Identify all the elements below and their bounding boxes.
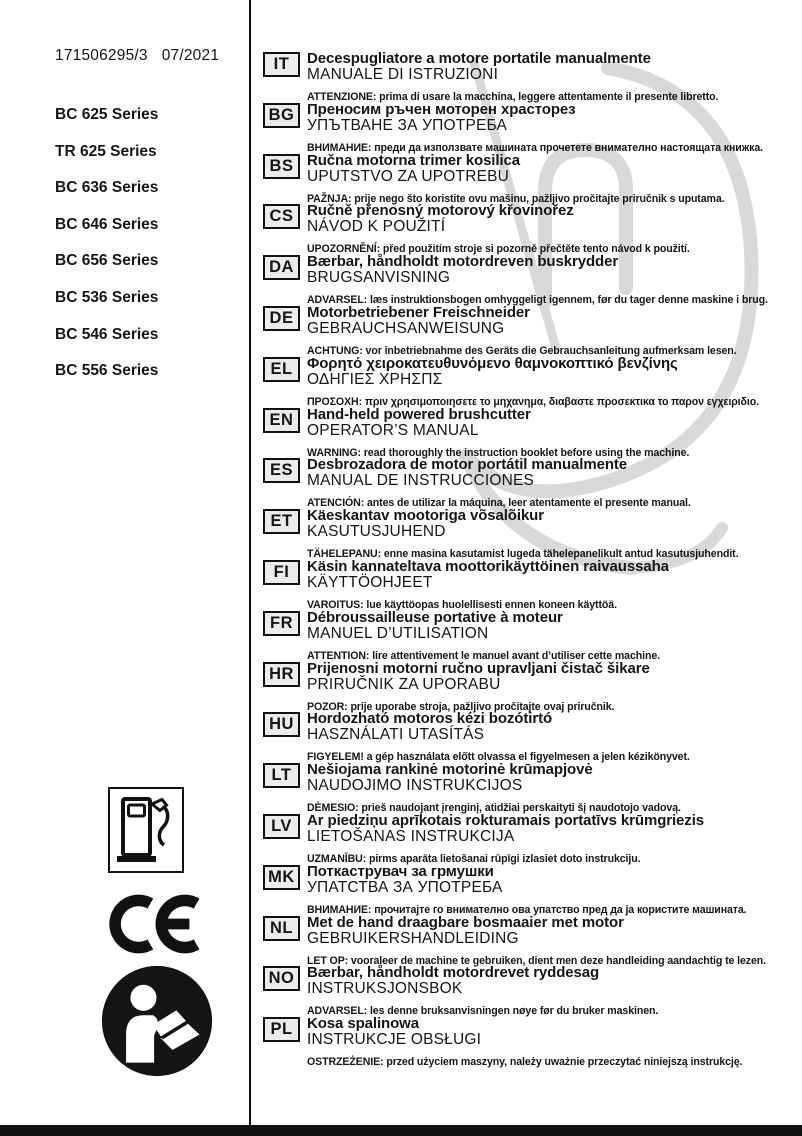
language-code-badge: DA bbox=[263, 255, 300, 280]
product-title: Φορητό χειροκατευθυνόμενο θαμνοκοπτικό βενζίνης bbox=[307, 354, 678, 372]
warning-line: ACHTUNG: vor inbetriebnahme des Geräts die Gebrauchsanleitung aufmerksam lesen. bbox=[307, 344, 737, 357]
language-entry bbox=[263, 559, 798, 610]
warning-line: DĖMESIO: prieš naudojant įrenginį, atidžiai perskaityti šį naudotojo vadovą. bbox=[307, 802, 681, 815]
product-title: Hordozható motoros kézi bozótirtó bbox=[307, 710, 553, 728]
warning-line: TÄHELEPANU: enne masina kasutamist lugeda tähelepanelikult antud kasutusjuhendit. bbox=[307, 548, 739, 561]
language-entry bbox=[263, 305, 798, 356]
product-title: Bærbar, håndholdt motordreven buskrydder bbox=[307, 253, 619, 271]
warning-line: ВНИМАНИЕ: прочитајте го внимателно ова упатство пред да ја користите машината. bbox=[307, 903, 747, 916]
warning-line: ADVARSEL: læs instruktionsbogen omhyggeligt igennem, før du tager denne maskine i brug. bbox=[307, 294, 768, 307]
language-entry bbox=[263, 762, 798, 813]
language-entry bbox=[263, 254, 798, 305]
product-title: Hand-held powered brushcutter bbox=[307, 405, 531, 423]
language-entry bbox=[263, 711, 798, 762]
language-entry bbox=[263, 661, 798, 712]
language-code-badge: CS bbox=[263, 204, 300, 229]
manual-title: GEBRAUCHSANWEISUNG bbox=[307, 319, 505, 337]
language-code-badge: IT bbox=[263, 52, 300, 77]
product-title: Käsin kannateltava moottorikäyttöinen raivaussaha bbox=[307, 557, 669, 575]
language-code-badge: LT bbox=[263, 763, 300, 788]
manual-title: УПАТСТВА ЗА УПОТРЕБА bbox=[307, 878, 503, 896]
language-entry bbox=[263, 813, 798, 864]
warning-line: WARNING: read thoroughly the instruction booklet before using the machine. bbox=[307, 446, 690, 459]
manual-title: MANUALE DI ISTRUZIONI bbox=[307, 66, 499, 83]
manual-title: BRUGSANVISNING bbox=[307, 269, 451, 287]
language-entry bbox=[263, 153, 798, 204]
language-code-badge: BS bbox=[263, 154, 300, 179]
product-title: Nešiojama rankinė motorinė krūmapjovė bbox=[307, 761, 593, 779]
manual-title: NAUDOJIMO INSTRUKCIJOS bbox=[307, 777, 523, 795]
manual-title: OPERATOR’S MANUAL bbox=[307, 421, 479, 439]
language-code-badge: MK bbox=[263, 865, 300, 890]
manual-title: KÄYTTÖOHJEET bbox=[307, 573, 433, 591]
manual-title: KASUTUSJUHEND bbox=[307, 523, 446, 541]
language-entry bbox=[263, 915, 798, 966]
warning-line: ΠΡΟΣΟΧΗ: πριν χρησιμοποιησετε το μηχανημα, διαβαστε προσεκτικα το παρον εγχειριδιο. bbox=[307, 395, 759, 408]
product-title: Bærbar, håndholdt motordrevet ryddesag bbox=[307, 964, 600, 982]
language-list bbox=[263, 51, 798, 1067]
language-entry bbox=[263, 965, 798, 1016]
warning-line: ATTENZIONE: prima di usare la macchina, leggere attentamente il presente libretto. bbox=[307, 91, 719, 103]
product-title: Kosa spalinowa bbox=[307, 1015, 419, 1033]
language-code-badge: LV bbox=[263, 814, 300, 839]
series-name: BC 536 Series bbox=[55, 288, 159, 306]
manual-title: INSTRUKSJONSBOK bbox=[307, 980, 463, 998]
warning-line: UPOZORNĚNÍ: před použitím stroje si pozorně přečtěte tento návod k použití. bbox=[307, 243, 690, 256]
warning-line: ATENCIÓN: antes de utilizar la máquina, leer atentamente el presente manual. bbox=[307, 497, 691, 510]
manual-title: INSTRUKCJE OBSŁUGI bbox=[307, 1031, 482, 1049]
series-name: BC 656 Series bbox=[55, 252, 159, 270]
language-entry bbox=[263, 610, 798, 661]
product-title: Ručna motorna trimer kosilica bbox=[307, 151, 520, 169]
ce-mark-icon bbox=[104, 892, 202, 961]
warning-line: POZOR: prije uporabe stroja, pažljivo pročitajte ovaj priručnik. bbox=[307, 700, 615, 713]
warning-line: OSTRZEŻENIE: przed użyciem maszyny, należy uważnie przeczytać niniejszą instrukcję. bbox=[307, 1056, 743, 1069]
language-code-badge: BG bbox=[263, 103, 300, 128]
product-title: Преносим ръчен моторен храсторез bbox=[307, 100, 576, 118]
document-number bbox=[55, 47, 233, 65]
warning-line: ADVARSEL: les denne bruksanvisningen nøye før du bruker maskinen. bbox=[307, 1005, 659, 1018]
product-title: Desbrozadora de motor portátil manualmente bbox=[307, 456, 628, 474]
language-entry bbox=[263, 457, 798, 508]
manual-title: UPUTSTVO ZA UPOTREBU bbox=[307, 167, 510, 185]
warning-line: LET OP: vooraleer de machine te gebruiken, dient men deze handleiding aandachtig te lezen. bbox=[307, 954, 766, 967]
manual-title: GEBRUIKERSHANDLEIDING bbox=[307, 929, 519, 947]
language-code-badge: FI bbox=[263, 560, 300, 585]
language-code-badge: HR bbox=[263, 662, 300, 687]
language-code-badge: DE bbox=[263, 306, 300, 331]
series-name: BC 646 Series bbox=[55, 215, 159, 233]
manual-title: УПЪТВАНЕ ЗА УПОТРЕБА bbox=[307, 116, 508, 134]
language-entry bbox=[263, 102, 798, 153]
series-list bbox=[55, 106, 158, 399]
language-code-badge: NO bbox=[263, 966, 300, 991]
fuel-pump-icon bbox=[108, 787, 184, 873]
series-name: TR 625 Series bbox=[55, 142, 157, 160]
warning-line: PAŽNJA: prije nego što koristite ovu mašinu, pažljivo pročitajte priručnik s uputama. bbox=[307, 192, 725, 205]
series-name: BC 546 Series bbox=[55, 325, 159, 343]
series-name: BC 636 Series bbox=[55, 179, 159, 197]
language-code-badge: EL bbox=[263, 357, 300, 382]
warning-line: ATTENTION: lire attentivement le manuel avant d’utiliser cette machine. bbox=[307, 649, 660, 662]
manual-title: MANUAL DE INSTRUCCIONES bbox=[307, 472, 535, 490]
manual-title: PRIRUČNIK ZA UPORABU bbox=[307, 675, 501, 693]
product-title: Käeskantav mootoriga võsalõikur bbox=[307, 507, 544, 525]
read-manual-icon bbox=[99, 963, 215, 1084]
language-entry bbox=[263, 356, 798, 407]
footer-bar bbox=[0, 1125, 802, 1136]
manual-title: MANUEL D’UTILISATION bbox=[307, 624, 489, 642]
product-title: Met de hand draagbare bosmaaier met motor bbox=[307, 913, 624, 931]
series-name: BC 625 Series bbox=[55, 106, 159, 123]
manual-title: HASZNÁLATI UTASÍTÁS bbox=[307, 726, 485, 744]
series-name: BC 556 Series bbox=[55, 362, 159, 380]
doc-number-date: 07/2021 bbox=[161, 47, 220, 64]
language-code-badge: NL bbox=[263, 916, 300, 941]
language-code-badge: HU bbox=[263, 712, 300, 737]
language-entry bbox=[263, 508, 798, 559]
product-title: Ar piedziņu aprīkotais rokturamais portatīvs krūmgriezis bbox=[307, 811, 705, 829]
language-code-badge: ES bbox=[263, 458, 300, 483]
column-divider bbox=[249, 0, 251, 1125]
product-title: Decespugliatore a motore portatile manualmente bbox=[307, 50, 651, 67]
doc-number-code: 171506295/3 bbox=[55, 47, 148, 64]
warning-line: UZMANĪBU: pirms aparāta lietošanai rūpīgi izlasiet doto instrukciju. bbox=[307, 852, 641, 865]
product-title: Prijenosni motorni ručno upravljani čistač šikare bbox=[307, 659, 650, 677]
product-title: Motorbetriebener Freischneider bbox=[307, 303, 530, 321]
manual-title: ΟΔΗΓΙΕΣ ΧΡΗΣΠΣ bbox=[307, 370, 443, 388]
warning-line: ВНИМАНИЕ: преди да използвате машината прочетете внимателно настоящата книжка. bbox=[307, 141, 763, 154]
product-title: Débroussailleuse portative à moteur bbox=[307, 608, 563, 626]
manual-title: LIETOŠANAS INSTRUKCIJA bbox=[307, 827, 515, 845]
warning-line: FIGYELEM! a gép használata előtt olvassa el figyelmesen a jelen kézikönyvet. bbox=[307, 751, 690, 764]
language-entry bbox=[263, 203, 798, 254]
language-code-badge: EN bbox=[263, 408, 300, 433]
manual-title: NÁVOD K POUŽITÍ bbox=[307, 218, 446, 236]
product-title: Поткаструвач за грмушки bbox=[307, 862, 494, 880]
language-entry bbox=[263, 51, 798, 102]
language-entry bbox=[263, 407, 798, 458]
language-entry bbox=[263, 1016, 798, 1067]
warning-line: VAROITUS: lue käyttöopas huolellisesti ennen koneen käyttöä. bbox=[307, 598, 617, 611]
language-code-badge: ET bbox=[263, 509, 300, 534]
language-code-badge: FR bbox=[263, 611, 300, 636]
language-entry bbox=[263, 864, 798, 915]
language-code-badge: PL bbox=[263, 1017, 300, 1042]
product-title: Ručně přenosný motorový křovinořez bbox=[307, 202, 574, 220]
